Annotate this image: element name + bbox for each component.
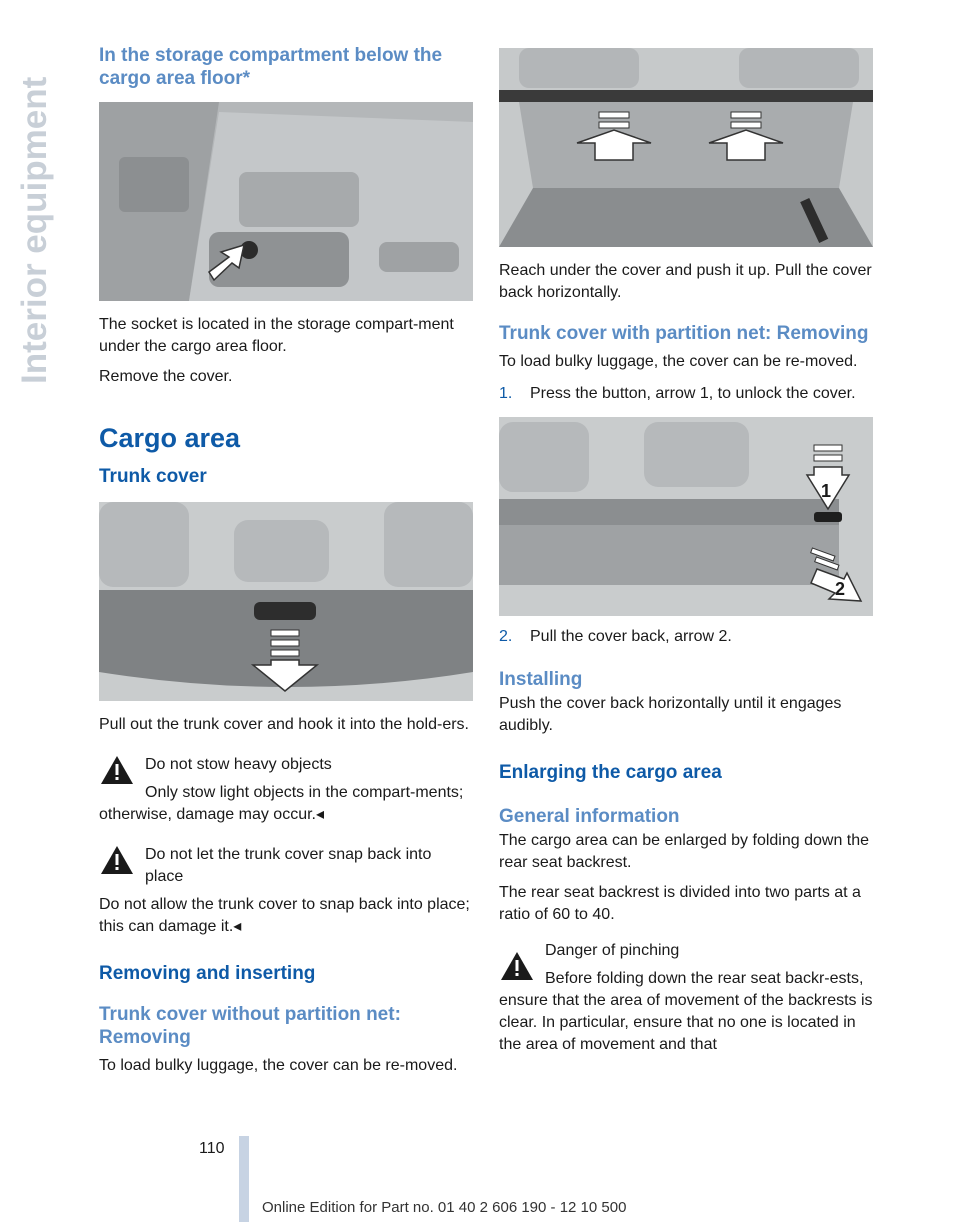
footer-edition-text: Online Edition for Part no. 01 40 2 606 190 - 12 10 500 — [262, 1199, 627, 1216]
general-paragraph-2: The rear seat backrest is divided into two parts at a ratio of 60 to 40. — [499, 884, 861, 923]
warning-trunk-cover-snap — [99, 844, 473, 938]
heading-removing-inserting: Removing and inserting — [99, 963, 316, 984]
figure-trunk-cover — [99, 502, 473, 701]
footer-divider — [239, 1136, 249, 1222]
sidebar-section-title-text: Interior equipment — [15, 76, 54, 384]
figure-unlock-pull-back — [499, 417, 873, 616]
installing-paragraph: Push the cover back horizontally until it engages audibly. — [499, 695, 842, 734]
page-number: 110 — [199, 1140, 225, 1157]
list-item — [499, 626, 873, 648]
heading-trunk-cover: Trunk cover — [99, 466, 207, 487]
figure-cover-push-up — [499, 48, 873, 247]
heading-without-partition-net: Trunk cover without partition net: Removing — [99, 1004, 401, 1048]
storage-paragraph-2: Remove the cover. — [99, 368, 233, 385]
warning-triangle-icon — [499, 950, 535, 982]
heading-general-information: General information — [499, 806, 680, 827]
without-net-paragraph-1: To load bulky luggage, the cover can be re‐moved. — [99, 1057, 458, 1074]
warning-danger-of-pinching — [499, 940, 873, 1056]
warning-heavy-objects — [99, 754, 473, 826]
trunk-paragraph-1: Pull out the trunk cover and hook it into the hold‐ers. — [99, 716, 469, 733]
sidebar-section-title — [8, 40, 56, 400]
list-item — [499, 383, 873, 405]
warning-danger-of-pinching-text: Before folding down the rear seat backr‐ests, ensure that the area of movement of the backrests is clear. In particular, ensure that no one is located in the area of movement and that — [499, 970, 873, 1053]
warning-trunk-cover-snap-text: Do not allow the trunk cover to snap back into place; this can damage it.◂ — [99, 896, 470, 935]
with-net-paragraph-1: To load bulky luggage, the cover can be re‐moved. — [499, 353, 858, 370]
step-number: 2. — [499, 628, 513, 645]
warning-triangle-icon — [99, 754, 135, 786]
warning-danger-of-pinching-title: Danger of pinching — [545, 942, 680, 959]
left-column — [99, 44, 473, 1077]
warning-triangle-icon — [99, 844, 135, 876]
warning-heavy-objects-title: Do not stow heavy objects — [145, 756, 332, 773]
reach-paragraph: Reach under the cover and push it up. Pull the cover back horizontally. — [499, 262, 872, 301]
storage-paragraph-1: The socket is located in the storage compart‐ment under the cargo area floor. — [99, 316, 454, 355]
figure-arrow-1-label: 1 — [821, 481, 832, 501]
heading-cargo-area: Cargo area — [99, 423, 241, 453]
right-column — [499, 48, 873, 1056]
heading-storage-compartment: In the storage compartment below the cargo area floor* — [99, 45, 443, 89]
warning-heavy-objects-text: Only stow light objects in the compart‐ments; otherwise, damage may occur.◂ — [99, 784, 464, 823]
figure-storage-compartment — [99, 102, 473, 301]
warning-trunk-cover-snap-title: Do not let the trunk cover snap back into place — [145, 846, 432, 885]
heading-installing: Installing — [499, 669, 583, 690]
figure-arrow-2-label: 2 — [835, 579, 846, 599]
general-paragraph-1: The cargo area can be enlarged by folding down the rear seat backrest. — [499, 832, 870, 871]
step-number: 1. — [499, 385, 513, 402]
step-text: Pull the cover back, arrow 2. — [530, 628, 732, 645]
step-text: Press the button, arrow 1, to unlock the cover. — [530, 385, 856, 402]
heading-with-partition-net: Trunk cover with partition net: Removing — [499, 323, 869, 344]
heading-enlarging-cargo-area: Enlarging the cargo area — [499, 762, 722, 783]
